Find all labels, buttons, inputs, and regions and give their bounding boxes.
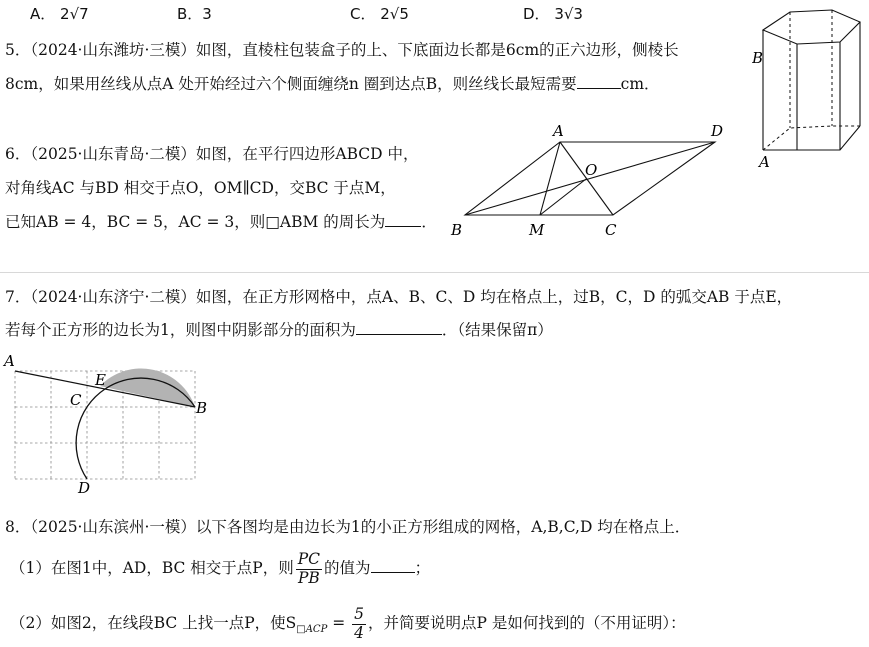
section-divider — [0, 272, 869, 273]
option-d: D． 3√3 — [523, 5, 583, 23]
q7-line-2-end: ．（结果保留π） — [441, 321, 553, 339]
prism-label-a: A — [759, 153, 770, 171]
label-m: M — [529, 221, 545, 239]
q8-sub-2-text: （2）如图2，在线段BC 上找一点P，使S — [10, 614, 297, 632]
fraction-numerator: PC — [297, 550, 321, 568]
q7-answer-blank[interactable] — [356, 320, 442, 335]
label-b: B — [451, 221, 463, 239]
q6-answer-blank[interactable] — [385, 212, 421, 227]
label-e: E — [95, 371, 106, 389]
q5-answer-blank[interactable] — [577, 74, 621, 89]
q8-sub-2 — [10, 606, 686, 647]
fraction-denominator: 4 — [354, 623, 365, 642]
q7-line-2-text: 若每个正方形的边长为1，则图中阴影部分的面积为 — [5, 321, 356, 339]
q8-sub-2-eq: = — [327, 614, 351, 632]
q5-line-2-text: 8cm，如果用丝线从点A 处开始经过六个侧面缠绕n 圈到达点B，则丝线长最短需要 — [5, 75, 577, 93]
q8-sub-1-end: ； — [414, 559, 431, 577]
fraction-5-4 — [352, 607, 366, 641]
option-c: C． 2√5 — [350, 5, 409, 23]
q8-sub-1-answer-blank[interactable] — [371, 558, 415, 573]
q8-sub-1-text: （1）在图1中，AD，BC 相交于点P，则 — [10, 559, 294, 577]
q8-sub-1 — [10, 551, 430, 586]
fraction-denominator: PB — [297, 568, 320, 587]
q5-line-1: 5．（2024·山东潍坊·三模）如图，直棱柱包装盒子的上、下底面边长都是6cm的正六边形，侧棱长 — [5, 41, 679, 59]
q8-sub-2-end: ，并简要说明点P 是如何找到的（不用证明）： — [368, 614, 686, 632]
q5-line-2 — [5, 72, 660, 94]
label-a: A — [553, 122, 564, 140]
fraction-pc-pb — [296, 552, 322, 586]
q6-line-2: 对角线AC 与BD 相交于点O，OM∥CD，交BC 于点M， — [5, 179, 396, 197]
label-a: A — [4, 352, 15, 370]
label-d: D — [711, 122, 724, 140]
q5-line-2-end: cm． — [620, 75, 660, 93]
q8-sub-1-mid: 的值为 — [324, 559, 371, 577]
option-a: A． 2√7 — [30, 5, 89, 23]
label-b: B — [196, 399, 208, 417]
q8-line-1: 8．（2025·山东滨州·一模）以下各图均是由边长为1的小正方形组成的网格，A,B,C,D 均在格点上． — [5, 518, 691, 536]
label-o: O — [585, 161, 598, 179]
q7-line-1: 7．（2024·山东济宁·二模）如图，在正方形网格中，点A、B、C、D 均在格点上，过B，C，D 的弧交AB 于点E， — [5, 288, 793, 306]
q6-line-3 — [5, 210, 437, 232]
parallelogram-figure — [445, 118, 735, 243]
label-d: D — [78, 479, 91, 497]
area-subscript: □ACP — [296, 624, 328, 636]
hexagonal-prism-figure — [752, 0, 869, 172]
label-c: C — [70, 391, 82, 409]
label-c: C — [605, 221, 617, 239]
q6-line-3-end: ． — [421, 213, 437, 231]
prism-label-b: B — [752, 49, 764, 67]
grid-arc-figure — [0, 345, 230, 500]
q6-line-1: 6．（2025·山东青岛·二模）如图，在平行四边形ABCD 中， — [5, 145, 419, 163]
q7-line-2 — [5, 318, 553, 340]
q6-line-3-text: 已知AB = 4，BC = 5，AC = 3，则□ABM 的周长为 — [5, 213, 386, 231]
option-b: B．3 — [177, 5, 212, 23]
fraction-numerator: 5 — [354, 605, 365, 623]
